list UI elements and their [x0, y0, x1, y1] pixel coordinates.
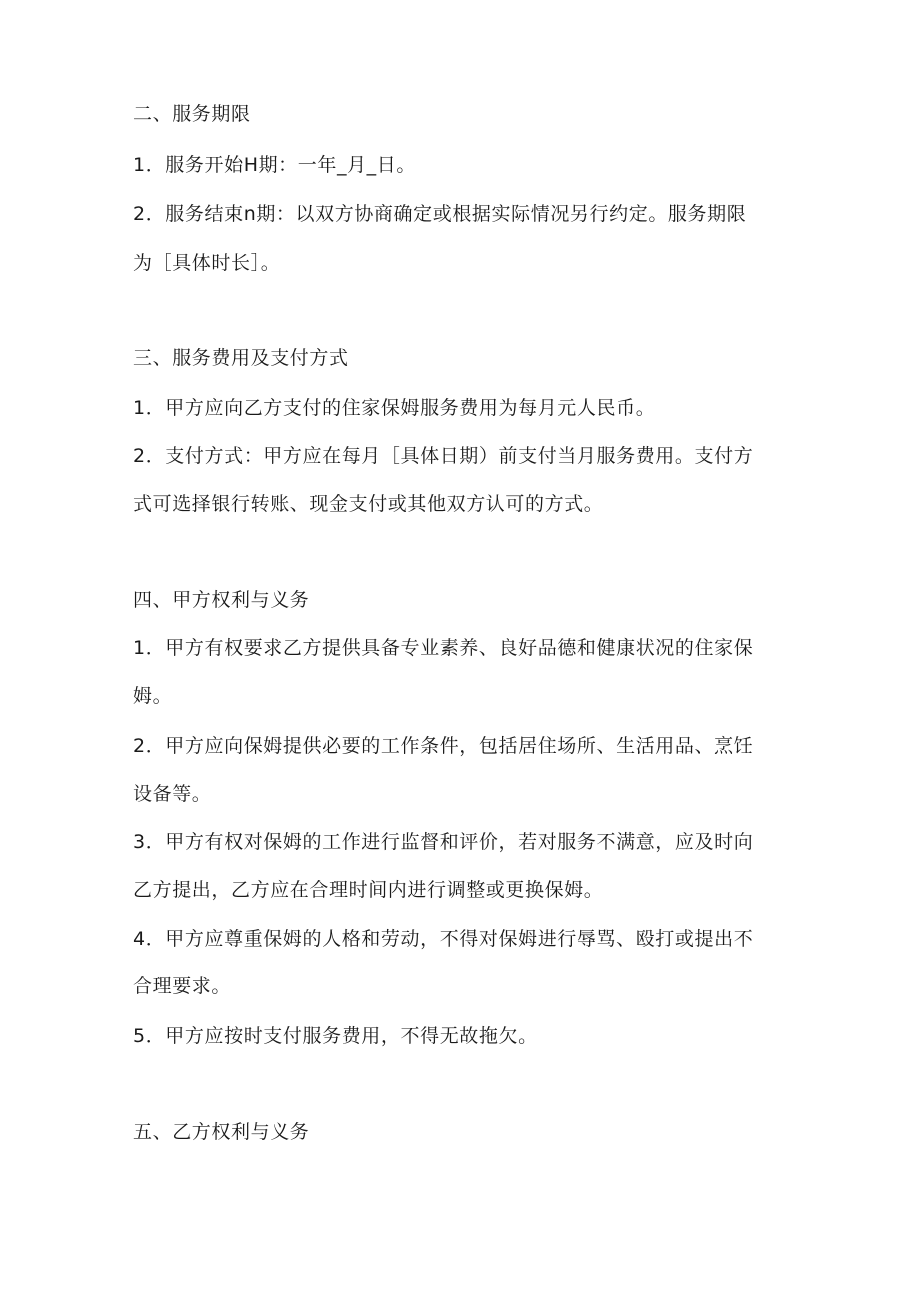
clause-4-2-cont: 设备等。 [133, 783, 212, 805]
section-heading-fees: 三、服务费用及支付方式 [133, 347, 349, 369]
clause-4-1: 1．甲方有权要求乙方提供具备专业素养、良好品德和健康状况的住家保 [133, 637, 754, 659]
clause-4-4: 4．甲方应尊重保姆的人格和劳动，不得对保姆进行辱骂、殴打或提出不 [133, 928, 754, 950]
clause-3-2-cont: 式可选择银行转账、现金支付或其他双方认可的方式。 [133, 493, 604, 515]
clause-3-1: 1．甲方应向乙方支付的住家保姆服务费用为每月元人民币。 [133, 397, 656, 419]
section-heading-service-period: 二、服务期限 [133, 103, 251, 125]
section-heading-party-a: 四、甲方权利与义务 [133, 589, 310, 611]
section-heading-party-b: 五、乙方权利与义务 [133, 1121, 310, 1143]
clause-4-5: 5．甲方应按时支付服务费用，不得无故拖欠。 [133, 1025, 538, 1047]
clause-4-4-cont: 合理要求。 [133, 975, 232, 997]
clause-3-2: 2．支付方式：甲方应在每月［具体日期）前支付当月服务费用。支付方 [133, 445, 754, 467]
clause-4-3: 3．甲方有权对保姆的工作进行监督和评价，若对服务不满意，应及时向 [133, 831, 754, 853]
clause-2-1: 1．服务开始H期：一年_月_日。 [133, 154, 416, 176]
clause-2-2: 2．服务结束n期：以双方协商确定或根据实际情况另行约定。服务期限 [133, 203, 747, 225]
clause-4-2: 2．甲方应向保姆提供必要的工作条件，包括居住场所、生活用品、烹饪 [133, 735, 754, 757]
clause-4-1-cont: 姆。 [133, 685, 173, 707]
clause-4-3-cont: 乙方提出，乙方应在合理时间内进行调整或更换保姆。 [133, 879, 604, 901]
clause-2-2-cont: 为［具体时长］。 [133, 252, 281, 274]
